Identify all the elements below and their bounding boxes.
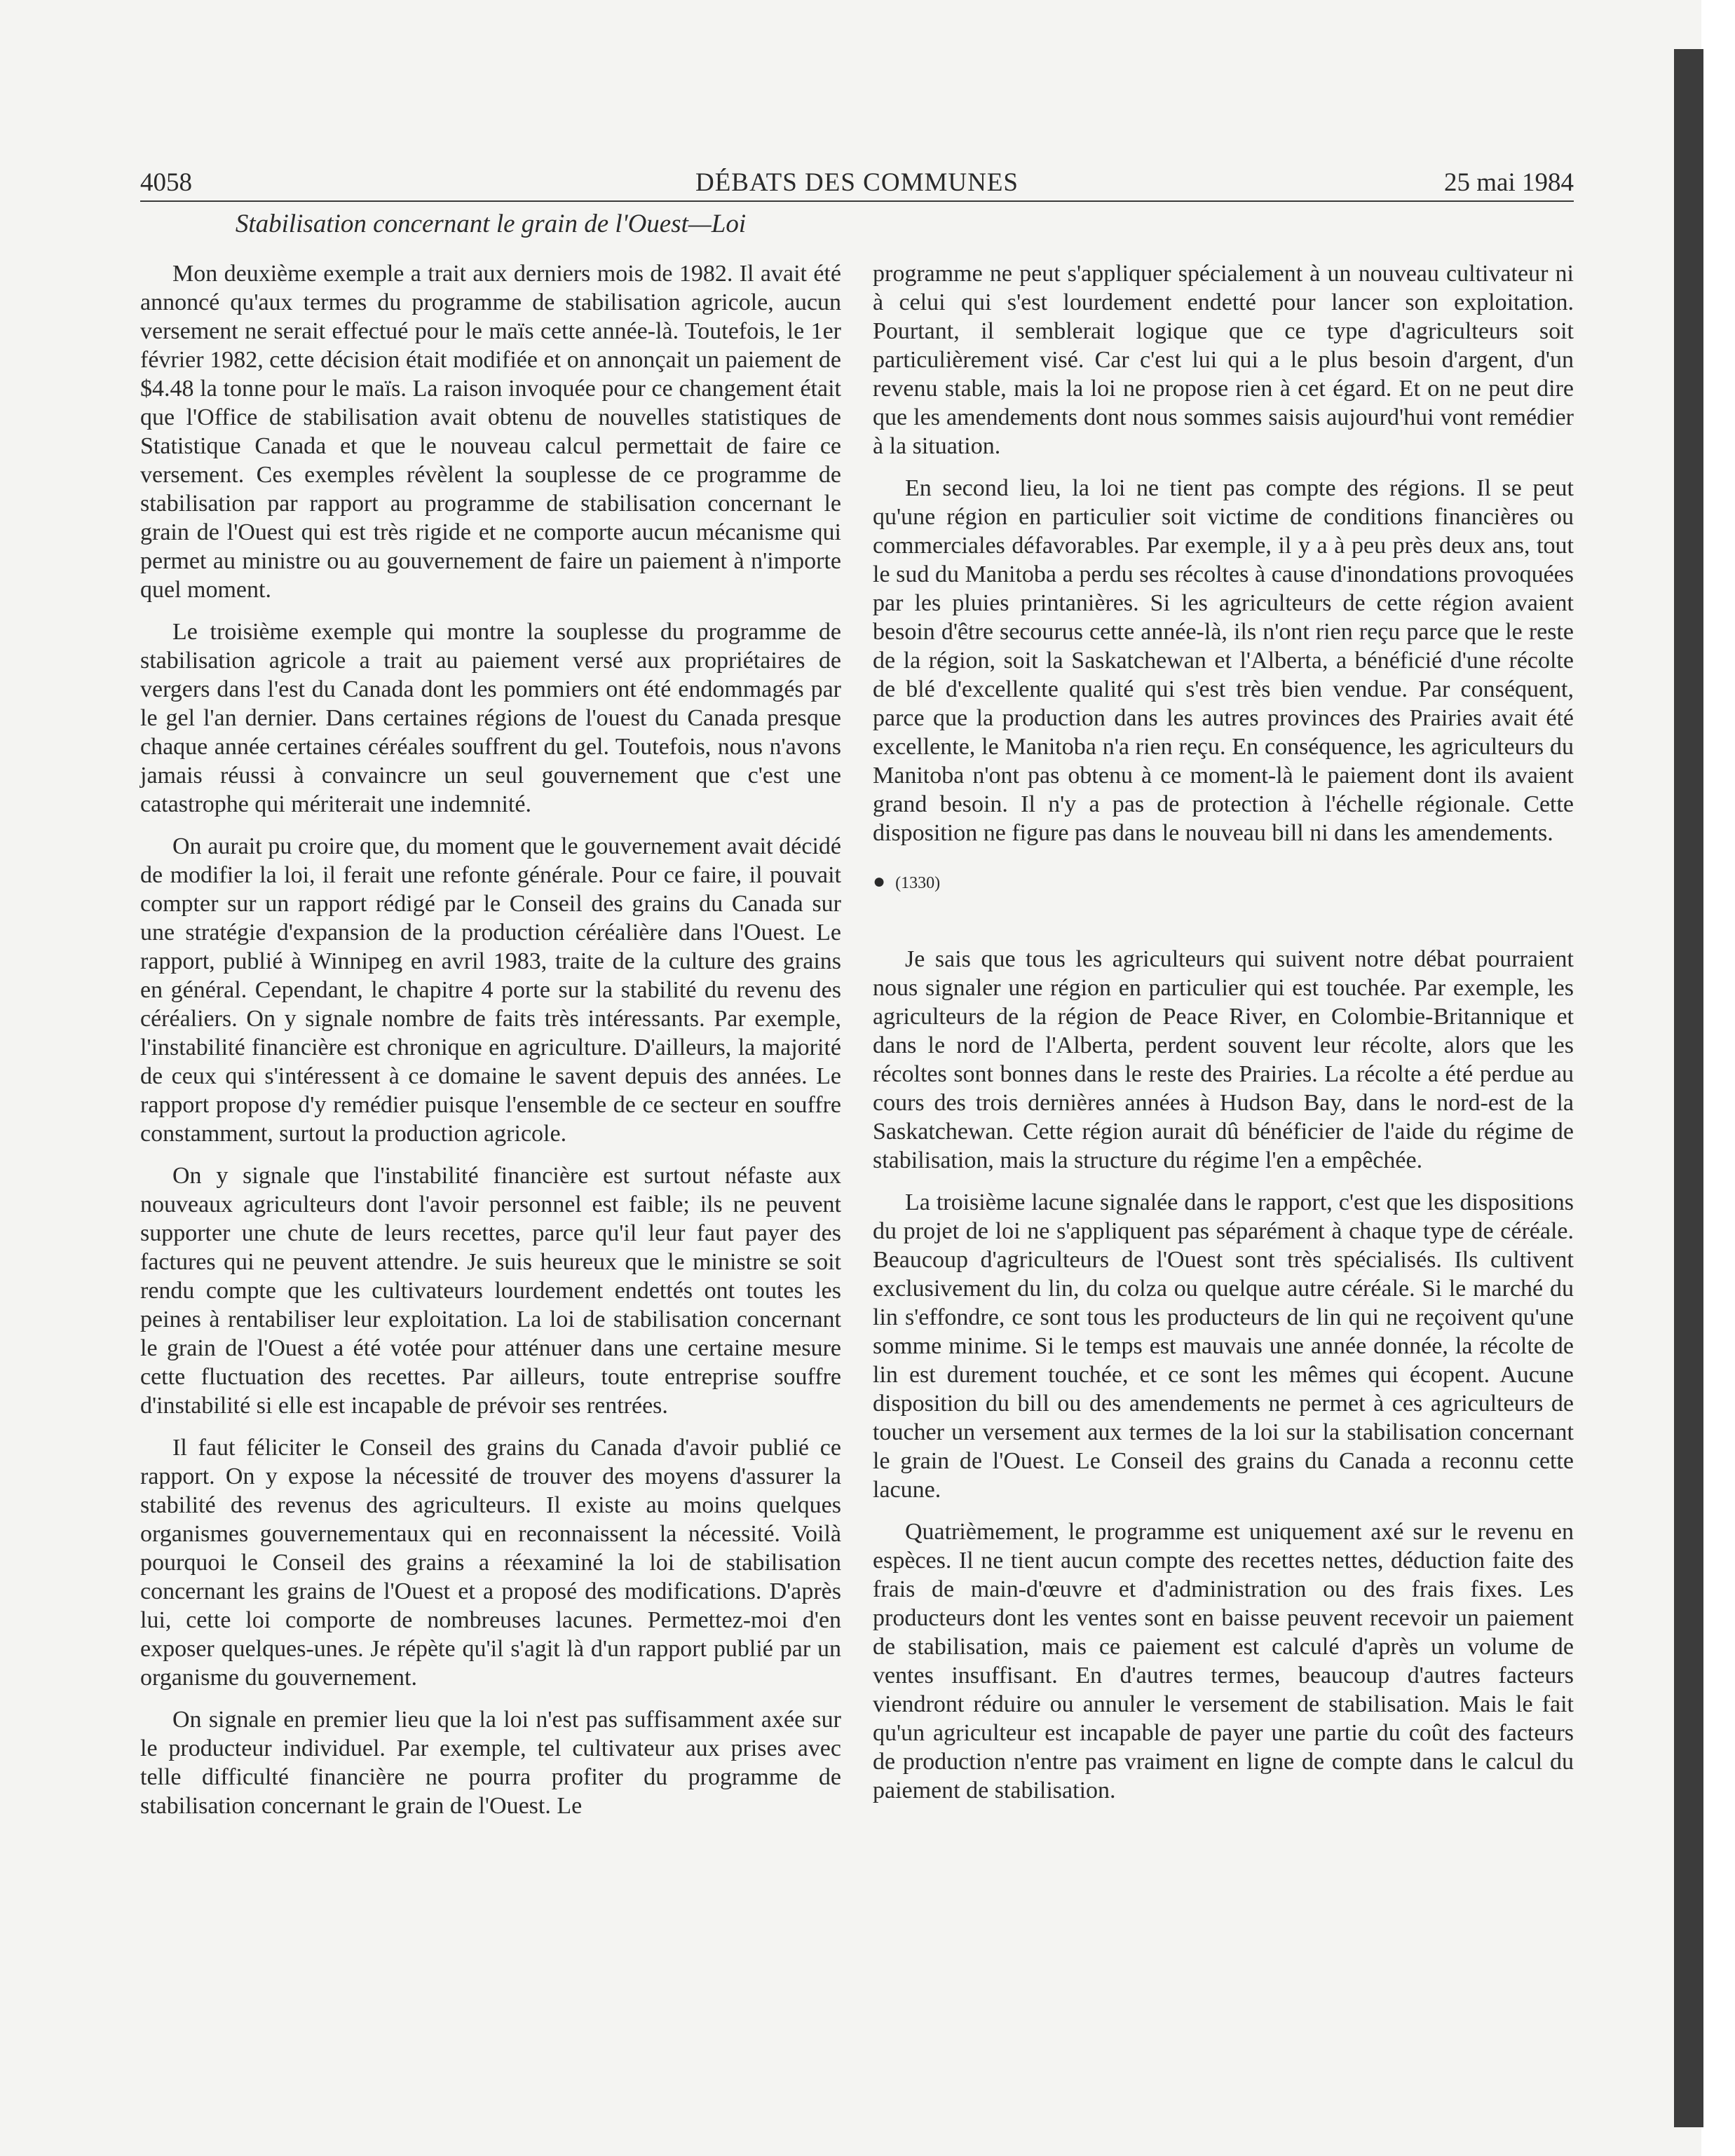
paragraph: On aurait pu croire que, du moment que le gouvernement avait décidé de modifier la loi, il ferait une refonte générale. Pour ce faire, il pouvait compter sur un rapport rédigé par le Conseil des grains du Canada sur une stratégie d'expansion de la production céréalière dans l'Ouest. Le rapport, publié à Winnipeg en avril 1983, traite de la culture des grains en général. Cependant, le chapitre 4 porte sur la stabilité du revenu des céréaliers. On y signale nombre de faits très intéressants. Par exemple, l'instabilité financière est chronique en agriculture. D'ailleurs, la majorité de ceux qui s'intéressent à ce domaine le savent depuis des années. Le rapport propose d'y remédier puisque l'ensemble de ce secteur en souffre constamment, surtout la production agricole. bbox=[140, 833, 841, 1147]
paragraph: Mon deuxième exemple a trait aux derniers mois de 1982. Il avait été annoncé qu'aux termes du programme de stabilisation agricole, aucun versement ne serait effectué pour le maïs cette année-là. Toutefois, le 1er février 1982, cette décision était modifiée et on annonçait un paiement de $4.48 la tonne pour le maïs. La raison invoquée pour ce changement était que l'Office de stabilisation avait obtenu de nouvelles statistiques de Statistique Canada et que le nouveau calcul permettait de faire ce versement. Ces exemples révèlent la souplesse de ce programme de stabilisation par rapport au programme de stabilisation concernant le grain de l'Ouest qui est très rigide et ne comporte aucun mécanisme qui permet au ministre ou au gouvernement de faire un paiement à n'importe quel moment. bbox=[140, 261, 841, 603]
paragraph: En second lieu, la loi ne tient pas compte des régions. Il se peut qu'une région en particulier soit victime de conditions financières ou commerciales défavorables. Par exemple, il y a à peu près deux ans, tout le sud du Manitoba a perdu ses récoltes à cause d'inondations provoquées par les pluies printanières. Si les agriculteurs de cette région avaient besoin d'être secourus cette année-là, ils n'ont rien reçu parce que le reste de la région, soit la Saskatchewan et l'Alberta, a bénéficié d'une récolte de blé d'excellente qualité qui s'est très bien vendue. Par conséquent, parce que la production dans les autres provinces des Prairies avait été excellente, le Manitoba n'a rien reçu. En conséquence, les agriculteurs du Manitoba n'ont pas obtenu à ce moment-là le paiement dont ils avaient grand besoin. Il n'y a pas de protection à l'échelle régionale. Cette disposition ne figure pas dans le nouveau bill ni dans les amendements. bbox=[873, 475, 1574, 846]
right-column bbox=[873, 259, 1574, 2054]
paragraph: Quatrièmement, le programme est uniquement axé sur le revenu en espèces. Il ne tient aucun compte des recettes nettes, déduction faite des frais de main-d'œuvre et d'administration ou des frais fixes. Les producteurs dont les ventes sont en baisse peuvent recevoir un paiement de stabilisation, mais ce paiement est calculé d'après un volume de ventes insuffisant. En d'autres termes, beaucoup d'autres facteurs viendront réduire ou annuler le versement de stabilisation. Mais le fait qu'un agriculteur est incapable de payer une partie du coût des facteurs de production n'entre pas vraiment en ligne de compte dans le calcul du paiement de stabilisation. bbox=[873, 1519, 1574, 1803]
paragraph: programme ne peut s'appliquer spécialement à un nouveau cultivateur ni à celui qui s'est lourdement endetté pour lancer son exploitation. Pourtant, il semblerait logique que ce type d'agriculteurs soit particulièrement visé. Car c'est lui qui a le plus besoin d'argent, d'un revenu stable, mais la loi ne propose rien à cet égard. Et on ne peut dire que les amendements dont nous sommes saisis aujourd'hui vont remédier à la situation. bbox=[873, 261, 1574, 459]
paragraph: Il faut féliciter le Conseil des grains du Canada d'avoir publié ce rapport. On y expose la nécessité de trouver des moyens d'assurer la stabilité des revenus des agriculteurs. Il existe au moins quelques organismes gouvernementaux qui en reconnaissent la nécessité. Voilà pourquoi le Conseil des grains a réexaminé la loi de stabilisation concernant les grains de l'Ouest et a proposé des modifications. D'après lui, cette loi comporte de nombreuses lacunes. Permettez-moi d'en exposer quelques-unes. Je répète qu'il s'agit là d'un rapport publié par un organisme du gouvernement. bbox=[140, 1435, 841, 1691]
publication-date: 25 mai 1984 bbox=[1444, 168, 1574, 197]
header-rule bbox=[140, 200, 1574, 202]
page-number: 4058 bbox=[140, 168, 192, 197]
left-column bbox=[140, 259, 841, 2054]
paragraph: La troisième lacune signalée dans le rapport, c'est que les dispositions du projet de loi ne s'appliquent pas séparément à chaque type de céréale. Beaucoup d'agriculteurs de l'Ouest sont très spécialisés. Ils cultivent exclusivement du lin, du colza ou quelque autre céréale. Si le marché du lin s'effondre, ce sont tous les producteurs de lin qui ne reçoivent qu'une somme minime. Si le temps est mauvais une année donnée, la récolte de lin est durement touchée, et ce sont les mêmes qui écopent. Aucune disposition du bill ou des amendements ne permet à ces agriculteurs de toucher un versement aux termes de la loi sur la stabilisation concernant le grain de l'Ouest. Le Conseil des grains du Canada a reconnu cette lacune. bbox=[873, 1189, 1574, 1503]
running-header bbox=[140, 163, 1574, 200]
time-marker-label: (1330) bbox=[895, 874, 941, 892]
bullet-icon: ● bbox=[873, 870, 886, 893]
paragraph: On signale en premier lieu que la loi n'est pas suffisamment axée sur le producteur individuel. Par exemple, tel cultivateur aux prises avec telle difficulté financière ne pourra profiter du programme de stabilisation concernant le grain de l'Ouest. Le bbox=[140, 1707, 841, 1819]
paragraph: On y signale que l'instabilité financière est surtout néfaste aux nouveaux agriculteurs dont l'avoir personnel est faible; ils ne peuvent supporter une chute de leurs recettes, parce qu'il leur faut payer des factures qui ne peuvent attendre. Je suis heureux que le ministre se soit rendu compte que les cultivateurs lourdement endettés ont toutes les peines à rentabiliser leur exploitation. La loi de stabilisation concernant le grain de l'Ouest a été votée pour atténuer dans une certaine mesure cette fluctuation des recettes. Par ailleurs, toute entreprise souffre d'instabilité si elle est incapable de prévoir ses rentrées. bbox=[140, 1163, 841, 1419]
publication-title: DÉBATS DES COMMUNES bbox=[695, 168, 1019, 197]
paragraph: Je sais que tous les agriculteurs qui suivent notre débat pourraient nous signaler une région en particulier qui est touchée. Par exemple, les agriculteurs de la région de Peace River, en Colombie-Britannique et dans le nord de l'Alberta, perdent souvent leur récolte, alors que les récoltes sont bonnes dans le reste des Prairies. La récolte a été perdue au cours des trois dernières années à Hudson Bay, dans le nord-est de la Saskatchewan. Cette région aurait dû bénéficier de l'aide du régime de stabilisation, mais la structure du régime l'en a empêchée. bbox=[873, 946, 1574, 1173]
time-marker bbox=[873, 871, 1574, 894]
paragraph: Le troisième exemple qui montre la souplesse du programme de stabilisation agricole a trait au paiement versé aux propriétaires de vergers dans l'est du Canada dont les pommiers ont été endommagés par le gel l'an dernier. Dans certaines régions de l'ouest du Canada presque chaque année certaines céréales souffrent du gel. Toutefois, nous n'avons jamais réussi à convaincre un seul gouvernement que c'est une catastrophe qui mériterait une indemnité. bbox=[140, 619, 841, 817]
section-subtitle: Stabilisation concernant le grain de l'Ouest—Loi bbox=[235, 210, 747, 238]
